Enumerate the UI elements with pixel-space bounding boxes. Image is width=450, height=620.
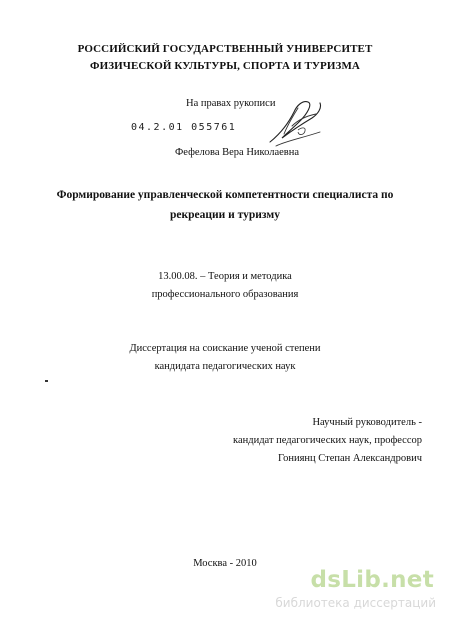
- dissertation-title-line-1: Формирование управленческой компетентности специалиста по: [56, 189, 394, 201]
- institution-name-line-2: ФИЗИЧЕСКОЙ КУЛЬТУРЫ, СПОРТА И ТУРИЗМА: [90, 60, 360, 72]
- dissertation-title-line-2: рекреации и туризму: [170, 209, 280, 221]
- author-name: Фефелова Вера Николаевна: [175, 147, 300, 158]
- place-and-year: Москва - 2010: [193, 558, 257, 569]
- watermark-logo: dsLib.net: [310, 567, 434, 593]
- supervisor-role: Научный руководитель -: [312, 417, 422, 428]
- supervisor-name: Гониянц Степан Александрович: [277, 453, 422, 464]
- degree-statement-line-1: Диссертация на соискание ученой степени: [129, 343, 321, 354]
- manuscript-rights-label: На правах рукописи: [186, 98, 276, 109]
- degree-statement-line-2: кандидата педагогических наук: [154, 361, 296, 372]
- specialty-code: 13.00.08. – Теория и методика: [158, 271, 292, 282]
- supervisor-degree: кандидат педагогических наук, профессор: [233, 435, 422, 446]
- watermark-caption: библиотека диссертаций: [275, 596, 436, 610]
- institution-name-line-1: РОССИЙСКИЙ ГОСУДАРСТВЕННЫЙ УНИВЕРСИТЕТ: [77, 43, 373, 55]
- dslib-watermark: [268, 566, 444, 616]
- specialty-name: профессионального образования: [151, 289, 299, 300]
- handwritten-signature: [262, 94, 328, 150]
- scan-mark: [45, 380, 48, 382]
- archive-number-stamp: 04.2.01 055761: [131, 122, 237, 133]
